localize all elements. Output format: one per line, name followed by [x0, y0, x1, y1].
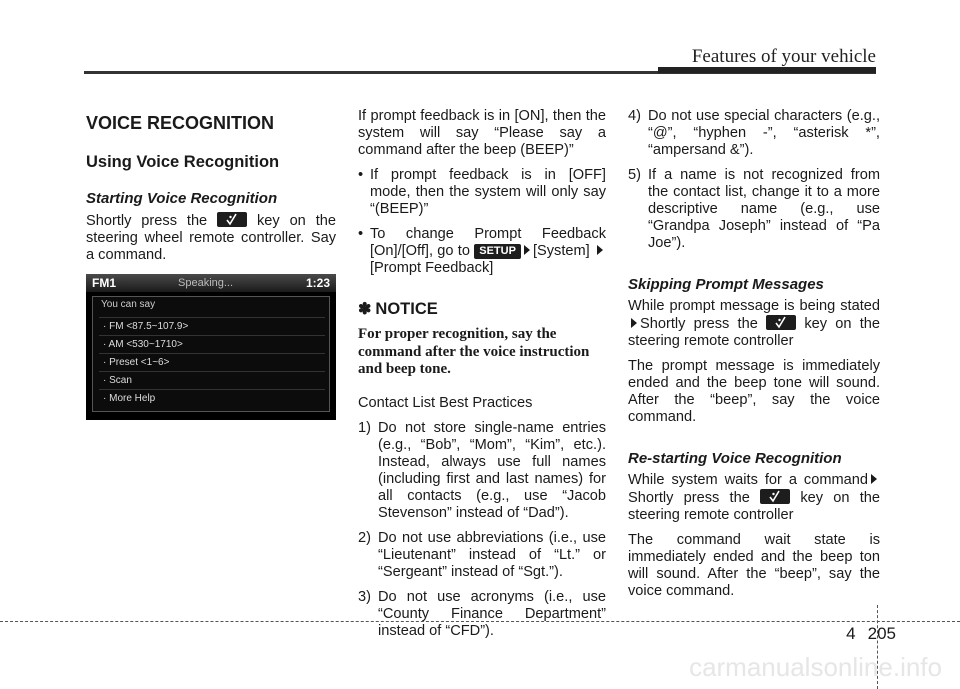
talk-key-icon	[760, 489, 790, 504]
header-title: Features of your vehicle	[691, 46, 876, 67]
restart-paragraph-2: The command wait state is immediately ended and the beep ton will sound. After the “beep”, say the voice command.	[628, 532, 880, 599]
arrow-right-icon	[631, 318, 637, 328]
restart-paragraph-1: While system waits for a command Shortly press the key on the steering remote controller	[628, 472, 880, 523]
starting-text-a: Shortly press the	[86, 213, 208, 229]
voice-recognition-screen	[86, 274, 336, 420]
restart-title: Re-starting Voice Recognition	[628, 450, 842, 467]
screen-time: 1:23	[305, 276, 330, 290]
header-rule-accent	[658, 67, 876, 73]
skip-paragraph-2: The prompt message is immediately ended and the beep tone will sound. After the “beep”, say the voice command.	[628, 358, 880, 425]
screen-panel	[92, 296, 330, 412]
list-item: 1) Do not store single-name entries (e.g., “Bob”, “Mom”, “Kim”, etc.). Instead, always use full names (including first and last names) for all contacts (e.g., use “Jacob Stevenson” instead of “Dad”).	[358, 419, 606, 521]
starting-paragraph	[86, 212, 336, 264]
arrow-right-icon	[597, 245, 603, 255]
list-item: • To change Prompt Feedback [On]/[Off], go to SETUP [System] [Prompt Feedback]	[358, 226, 606, 276]
list-item: · AM <530~1710>	[99, 335, 325, 353]
list-item: 3) Do not use acronyms (i.e., use “County Finance Department” instead of “CFD”).	[358, 588, 606, 639]
list-item: • If prompt feedback is in [OFF] mode, then the system will only say “(BEEP)”	[358, 167, 606, 217]
list-item: 2) Do not use abbreviations (i.e., use “Lieutenant” instead of “Lt.” or “Sergeant” instead of “Sgt.”).	[358, 529, 606, 580]
talk-key-icon	[766, 315, 796, 330]
notice-title: NOTICE	[375, 300, 438, 318]
skip-paragraph-1: While prompt message is being statedShortly press the key on the steering remote controller	[628, 298, 880, 349]
setup-key: SETUP	[474, 244, 521, 259]
column-right	[628, 108, 880, 608]
list-item: 4) Do not use special characters (e.g., “@”, “hyphen -”, “asterisk *”, “ampersand &”).	[628, 108, 880, 158]
chapter-number: 4	[846, 624, 856, 643]
screen-hint: You can say	[101, 299, 156, 310]
screen-mode: FM1	[92, 276, 116, 290]
footer-rule	[0, 621, 960, 622]
screen-command-list	[99, 317, 325, 407]
page-number	[846, 624, 896, 644]
notice-mark: ✽	[358, 301, 372, 318]
list-item: · Scan	[99, 371, 325, 389]
arrow-right-icon	[871, 474, 877, 484]
list-item: · FM <87.5~107.9>	[99, 317, 325, 335]
prompt-feedback-paragraph: If prompt feedback is in [ON], then the system will say “Please say a command after the beep (BEEP)”	[358, 108, 606, 158]
page-number-value: 205	[867, 624, 896, 643]
list-item: · Preset <1~6>	[99, 353, 325, 371]
talk-key-icon	[217, 212, 247, 227]
skip-title: Skipping Prompt Messages	[628, 276, 824, 293]
column-middle	[358, 108, 606, 648]
list-item: 5) If a name is not recognized from the contact list, change it to a more descriptive name (e.g., use “Grandpa Joseph” instead of “Pa Joe”).	[628, 167, 880, 251]
list-item: · More Help	[99, 389, 325, 407]
contact-title: Contact List Best Practices	[358, 394, 533, 411]
bullet-text: If prompt feedback is in [OFF] mode, then the system will only say “(BEEP)”	[370, 167, 606, 217]
starting-title: Starting Voice Recognition	[86, 190, 278, 207]
starting-text-b: key on the steering wheel remote controller. Say a command.	[86, 213, 336, 263]
notice-heading	[358, 301, 606, 318]
bullet-text: To change Prompt Feedback [On]/[Off], go to SETUP [System] [Prompt Feedback]	[370, 226, 606, 276]
watermark: carmanualsonline.info	[689, 652, 942, 682]
notice-body: For proper recognition, say the command after the voice instruction and beep tone.	[358, 326, 590, 377]
section-title: VOICE RECOGNITION	[86, 113, 275, 133]
arrow-right-icon	[524, 245, 530, 255]
column-left	[86, 108, 336, 272]
subsection-title: Using Voice Recognition	[86, 153, 280, 171]
screen-status: Speaking...	[178, 277, 234, 289]
